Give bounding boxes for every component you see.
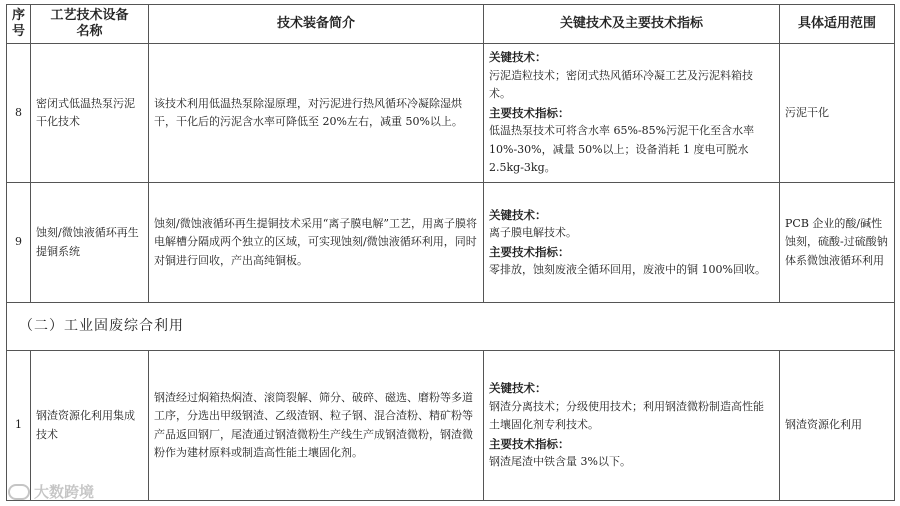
table-row (7, 183, 895, 303)
key-tech-label: 关键技术： (489, 207, 547, 222)
tech-name: 密闭式低温热泵污泥干化技术 (31, 44, 149, 183)
index-text: 低温热泵技术可将含水率 65%-85%污泥干化至含水率 10%-30%，减量 50%以上；设备消耗 1 度电可脱水 2.5kg-3kg。 (489, 124, 755, 175)
tech-description: 蚀刻/微蚀液循环再生提铜技术采用“离子膜电解”工艺，用离子膜将电解槽分隔成两个独立的区域，可实现蚀刻/微蚀液循环利用，同时对铜进行回收，产出高纯铜板。 (149, 183, 484, 303)
key-tech-text: 离子膜电解技术。 (489, 226, 577, 239)
tech-description: 该技术利用低温热泵除湿原理，对污泥进行热风循环冷凝除湿烘干，干化后的污泥含水率可降低至 20%左右，减重 50%以上。 (149, 44, 484, 183)
tech-name: 蚀刻/微蚀液循环再生提铜系统 (31, 183, 149, 303)
header-scope: 具体适用范围 (780, 5, 895, 44)
key-tech-text: 钢渣分离技术；分级使用技术；利用钢渣微粉制造高性能土壤固化剂专利技术。 (489, 399, 764, 432)
header-no: 序号 (7, 5, 31, 44)
row-number: 8 (7, 44, 31, 183)
index-label: 主要技术指标： (489, 436, 570, 451)
tech-name: 钢渣资源化利用集成技术 (31, 351, 149, 501)
row-number: 1 (7, 351, 31, 501)
section-row (7, 303, 895, 351)
watermark-logo-icon (8, 484, 30, 500)
header-desc: 技术装备简介 (149, 5, 484, 44)
header-key: 关键技术及主要技术指标 (484, 5, 780, 44)
header-name: 工艺技术设备名称 (31, 5, 149, 44)
key-tech-cell (484, 183, 780, 303)
row-number: 9 (7, 183, 31, 303)
index-label: 主要技术指标： (489, 244, 570, 259)
tech-description: 钢渣经过焖箱热焖渣、滚筒裂解、筛分、破碎、磁选、磨粉等多道工序，分选出甲级钢渣、乙级渣钢、粒子钢、混合渣粉、精矿粉等产品返回钢厂，尾渣通过钢渣微粉生产线生产成钢渣微粉，钢渣微粉作为建材原料或制造高性能土壤固化剂。 (149, 351, 484, 501)
index-text: 钢渣尾渣中铁含量 3%以下。 (489, 455, 631, 469)
scope-cell: 钢渣资源化利用 (780, 351, 895, 501)
watermark-text: 大数跨境 (34, 483, 95, 501)
technology-table (6, 4, 895, 501)
key-tech-text: 污泥造粒技术；密闭式热风循环冷凝工艺及污泥料箱技术。 (489, 68, 753, 101)
section-title: （二）工业固废综合利用 (7, 303, 895, 351)
table-header-row (7, 5, 895, 44)
index-label: 主要技术指标： (489, 105, 570, 120)
index-text: 零排放，蚀刻废液全循环回用，废液中的铜 100%回收。 (489, 263, 766, 276)
table-row (7, 351, 895, 501)
key-tech-label: 关键技术： (489, 381, 547, 396)
scope-cell: 污泥干化 (780, 44, 895, 183)
table-row (7, 44, 895, 183)
key-tech-cell (484, 351, 780, 501)
key-tech-label: 关键技术： (489, 50, 547, 65)
watermark (8, 481, 94, 502)
key-tech-cell (484, 44, 780, 183)
scope-cell: PCB 企业的酸/碱性蚀刻，硫酸-过硫酸钠体系微蚀液循环利用 (780, 183, 895, 303)
